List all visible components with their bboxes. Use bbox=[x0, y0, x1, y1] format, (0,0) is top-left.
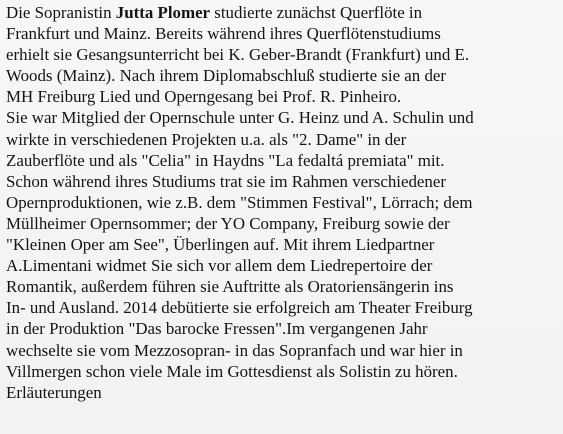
text-line-18: Villmergen schon viele Male im Gottesdienst als Solistin zu hören. bbox=[6, 361, 458, 381]
text-line-4: Woods (Mainz). Nach ihrem Diplomabschluß studierte sie an der bbox=[6, 66, 447, 86]
text-line-11: Müllheimer Opernsommer; der YO Company, Freiburg sowie der bbox=[6, 213, 450, 233]
text-line-5: MH Freiburg Lied und Operngesang bei Prof. R. Pinheiro. bbox=[6, 87, 402, 107]
text-line-9: Schon während ihres Studiums trat sie im Rahmen verschiedener bbox=[6, 171, 446, 191]
text-line-3: erhielt sie Gesangsunterricht bei K. Geber-Brandt (Frankfurt) und E. bbox=[6, 45, 470, 65]
section-heading-erlaeuterungen: Erläuterungen bbox=[6, 382, 102, 402]
text-line-13: A.Limentani widmet Sie sich vor allem dem Liedrepertoire der bbox=[6, 256, 433, 276]
text-line-14: Romantik, außerdem führen sie Auftritte als Oratoriensängerin ins bbox=[6, 277, 454, 297]
singer-name: Jutta Plomer bbox=[115, 3, 211, 22]
biography-paragraph bbox=[6, 2, 561, 403]
text-line-12: "Kleinen Oper am See", Überlingen auf. Mit ihrem Liedpartner bbox=[6, 235, 435, 255]
text-line-16: in der Produktion "Das barocke Fressen".Im vergangenen Jahr bbox=[6, 319, 428, 339]
text-line-8: Zauberflöte und als "Celia" in Haydns "La fedaltá premiata" mit. bbox=[6, 150, 445, 170]
text-line-17: wechselte sie vom Mezzosopran- in das Sopranfach und war hier in bbox=[6, 340, 463, 360]
text-line-6: Sie war Mitglied der Opernschule unter G. Heinz und A. Schulin und bbox=[6, 108, 474, 128]
text-line-2: Frankfurt und Mainz. Bereits während ihres Querflötenstudiums bbox=[6, 24, 441, 44]
text-line-7: wirkte in verschiedenen Projekten u.a. als "2. Dame" in der bbox=[6, 129, 407, 149]
text-line-10: Opernproduktionen, wie z.B. dem "Stimmen Festival", Lörrach; dem bbox=[6, 192, 473, 212]
text-line-1: Die Sopranistin Jutta Plomer studierte zunächst Querflöte in bbox=[6, 3, 423, 22]
text-line-15: In- und Ausland. 2014 debütierte sie erfolgreich am Theater Freiburg bbox=[6, 298, 473, 318]
